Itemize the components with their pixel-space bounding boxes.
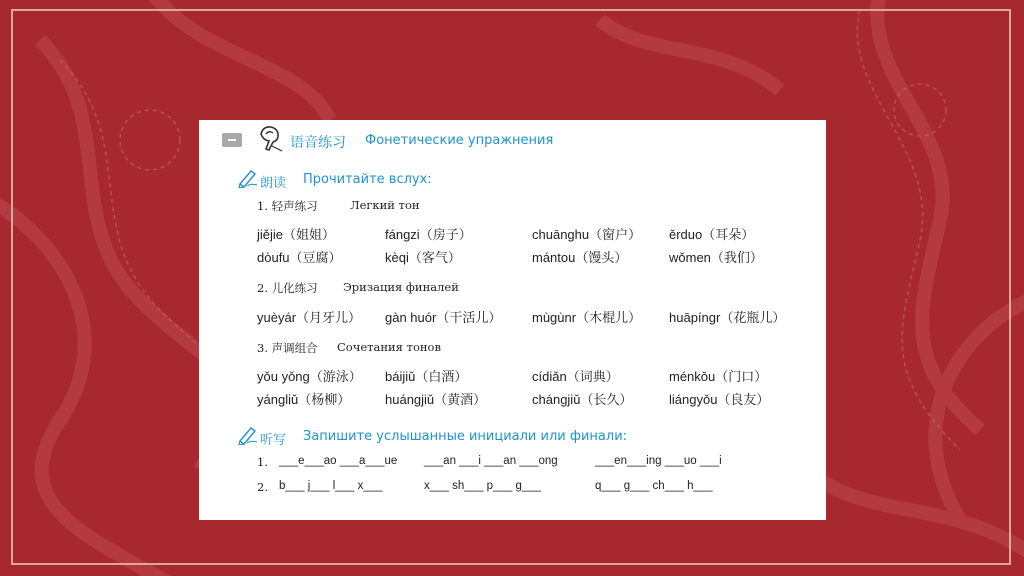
speaker-icon <box>255 124 285 152</box>
word-item: huāpíngr（花瓶儿） <box>669 310 786 325</box>
group-3-heading-cn: 3. 声调组合 <box>257 341 318 355</box>
pen-icon <box>237 425 259 445</box>
word-item: mùgùnr（木棍儿） <box>532 310 642 325</box>
dictation-blank-group: b___ j___ l___ x___ <box>279 480 383 492</box>
word-item: chuānghu（窗户） <box>532 227 642 242</box>
word-item: dòufu（豆腐） <box>257 250 342 265</box>
word-item: cídiǎn（词典） <box>532 369 619 384</box>
section-number-badge <box>222 133 242 147</box>
dictation-blank-group: q___ g___ ch___ h___ <box>595 480 713 492</box>
dictation-line-number: 1. <box>257 455 268 469</box>
word-item: yángliǔ（杨柳） <box>257 392 351 407</box>
reading-label-ru: Прочитайте вслух: <box>303 172 432 187</box>
dictation-line-number: 2. <box>257 480 268 494</box>
dictation-blank-group: x___ sh___ p___ g___ <box>424 480 542 492</box>
pen-icon <box>237 168 259 188</box>
dictation-blank-group: ___e___ao ___a___ue <box>279 455 398 467</box>
word-item: ěrduo（耳朵） <box>669 227 755 242</box>
dictation-blank-group: ___en___ing ___uo ___i <box>595 455 722 467</box>
word-item: wǒmen（我们） <box>669 250 763 265</box>
dictation-blank-group: ___an ___i ___an ___ong <box>424 455 558 467</box>
group-1-heading-ru: Легкий тон <box>350 198 420 212</box>
word-item: huángjiǔ（黄酒） <box>385 392 487 407</box>
reading-label-cn: 朗读 <box>260 176 287 191</box>
word-item: ménkǒu（门口） <box>669 369 768 384</box>
word-item: mántou（馒头） <box>532 250 628 265</box>
section-title-cn: 语音练习 <box>290 135 346 151</box>
group-3-heading-ru: Сочетания тонов <box>337 340 441 354</box>
dictation-label-ru: Запишите услышанные инициали или финали: <box>303 429 628 444</box>
group-2-heading-cn: 2. 儿化练习 <box>257 281 318 295</box>
word-item: gàn huór（干活儿） <box>385 310 502 325</box>
word-item: chángjiǔ（长久） <box>532 392 633 407</box>
group-1-heading-cn: 1. 轻声练习 <box>257 199 318 213</box>
word-item: yǒu yǒng（游泳） <box>257 369 362 384</box>
word-item: jiějie（姐姐） <box>257 227 336 242</box>
dictation-label-cn: 听写 <box>260 433 287 448</box>
word-item: kèqi（客气） <box>385 250 461 265</box>
group-2-heading-ru: Эризация финалей <box>343 280 459 294</box>
word-item: yuèyár（月牙儿） <box>257 310 362 325</box>
section-title-ru: Фонетические упражнения <box>365 133 554 148</box>
exercise-card <box>199 120 826 520</box>
word-item: liángyǒu（良友） <box>669 392 770 407</box>
word-item: báijiǔ（白酒） <box>385 369 468 384</box>
word-item: fángzi（房子） <box>385 227 472 242</box>
